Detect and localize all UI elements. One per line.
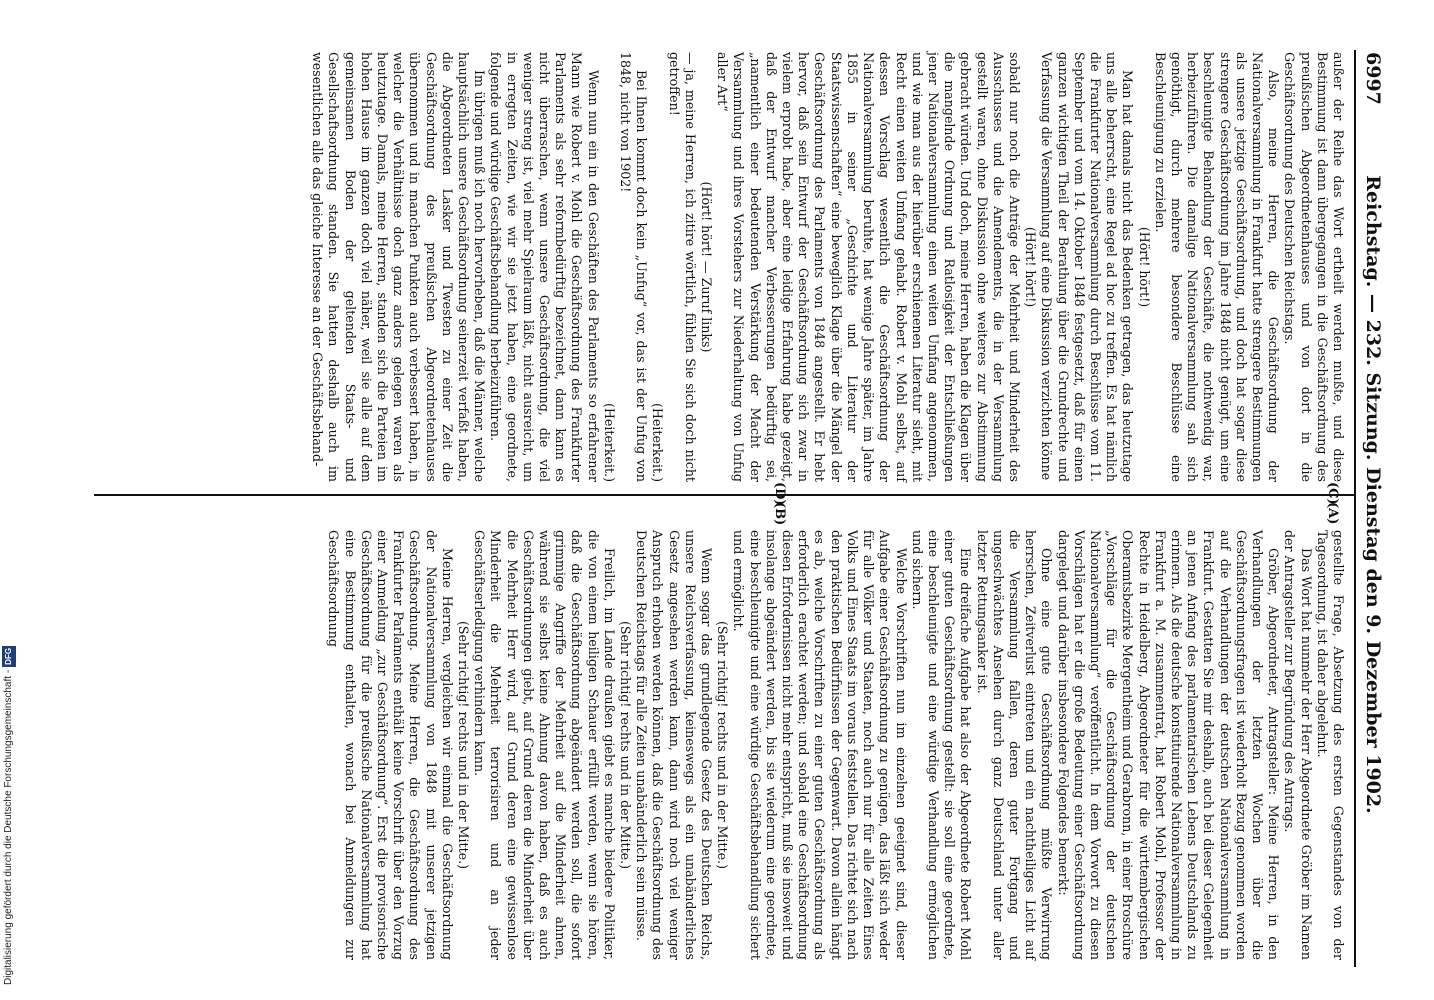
paragraph: Man hat damals nicht das Bedenken getragen, das heutzutage uns alle beherrscht, eine Regel ad hoc zu treffen. Es hat nämlich die Frankfurter Nationalversammlung durch Beschlüsse vom 11. September und vom 14. Oktober 1848 festgesetzt, daß für einen ganzen wichtigen Theil der Berathung über die Grundrechte und Verfassung die Versammlung auf eine Diskussion verzichten könne (1039, 52, 1136, 482)
right-text-column (98, 530, 1346, 960)
paragraph: Wenn sogar das grundlegende Gesetz des Deutschen Reichs, unsere Reichsverfassung, keineswegs als ein unabänderliches Gesetz angesehen werden kann, dann wird noch viel weniger Anspruch erhoben werden können, daß die Geschäftsordnung des Deutschen Reichstags für alle Zeiten unabänderlich sein müsse. (634, 530, 715, 960)
column-divider (94, 494, 1354, 496)
paragraph: gestellte Frage, Absetzung des ersten Gegenstandes von der Tagesordnung, ist daher abgelehnt. (1314, 530, 1346, 960)
digitization-footer (2, 0, 16, 985)
page-number: 6997 (1362, 52, 1384, 105)
paragraph: Also, meine Herren, die Geschäftsordnung der Nationalversammlung in Frankfurt hatte strengere Bestimmungen als unsere jetzige Geschäftsordnung, und doch hat sogar diese strengere Geschäftsordnung im Jahre 1848 nicht genügt, um eine beschleunigte Behandlung der Geschäfte, die nothwendig war, herbeizuführen. Die damalige Nationalversammlung sah sich genöthigt, durch mehrere besondere Beschlüsse eine Beschleunigung zu erzielen. (1152, 52, 1282, 482)
paragraph: — ja, meine Herren, ich zitire wörtlich, fühlen Sie sich doch nicht getroffen! (666, 52, 698, 482)
interjection: (Sehr richtig! rechts und in der Mitte.) (618, 620, 634, 870)
page-header (1356, 12, 1392, 977)
quotation: Ohne eine gute Geschäftsordnung müßte Verwirrung herrschen, Zeitverlust eintreten und ein nachtheiliges Licht auf die Versammlung fallen, deren guter Fortgang und ungeschwächtes Ansehen durch ganz Deutschland unter aller letzter Rettungsanker ist. (974, 530, 1055, 960)
interjection: (Hört! hört!) (1023, 226, 1039, 308)
header-rule (1354, 50, 1356, 967)
margin-marker-d: (D) (772, 482, 787, 506)
page-title: Reichstag. — 232. Sitzung. Dienstag den 9. Dezember 1902. (1362, 175, 1384, 814)
interjection: (Heiterkeit.) (650, 403, 666, 482)
margin-marker-a: (A) (1325, 502, 1340, 525)
interjection: (Hört! hört!) (1136, 226, 1152, 308)
paragraph: Freilich, im Lande draußen giebt es manche biedere Politiker, die von einem heiligen Schauer erfüllt werden, wenn sie hören, daß die Geschäftsordnung abgeändert werden soll, die sofort grimmige Angriffe der Mehrheit auf die Minderheit ahnen, während sie selbst keine Ahnung davon haben, daß es auch Geschäftsordnungen giebt, auf Grund deren die Minderheit über die Mehrheit Herr wird, auf Grund deren eine gewissenlose Minderheit die Mehrheit terrorisiren und an jeder Geschäftserledigung verhindern kann. (472, 530, 617, 960)
paragraph: Welche Vorschriften nun im einzelnen geeignet sind, dieser Aufgabe einer Geschäftsordnung zu genügen, das läßt sich weder für alle Völker und Staaten, noch auch nur für alle Zeiten Eines Volks und Eines Staats im voraus feststellen. Das richtet sich nach den praktischen Bedürfnissen der Gegenwart. Davon allein hängt es ab, welche Vorschriften zu einer guten Geschäftsordnung als erforderlich erachtet werden; und sobald eine Geschäftsordnung diesen Erfordernissen nicht mehr entspricht, muß sie insoweit und insolange abgeändert werden, bis sie wiederum eine geordnete, eine beschleunigte und eine würdige Geschäftsbehandlung sichert und ermöglicht. (731, 530, 909, 960)
paragraph: Im übrigen muß ich noch hervorheben, daß die Männer, welche hauptsächlich unsere Geschäftsordnung seinerzeit verfaßt haben, die Abgeordneten Lasker und Twesten zu einer Zeit die Geschäftsordnung des preußischen Abgeordnetenhauses übernommen und in manchen Punkten auch verbessert haben, in welcher die Verhältnisse doch ganz anders gelegen waren als heutzutage. Damals, meine Herren, standen sich die Parteien im hohen Hause im ganzen doch viel näher, weil sie alle auf dem gemeinsamen Boden der geltenden Staats- und Gesellschaftsordnung standen. Sie hatten deshalb auch im wesentlichen alle das gleiche Interesse an der Geschäftsbehand- (310, 52, 488, 482)
interjection: (Sehr richtig! rechts und in der Mitte.) (456, 620, 472, 870)
interjection: (Sehr richtig! rechts und in der Mitte.) (715, 620, 731, 870)
paragraph: Wenn nun ein in den Geschäften des Parlaments so erfahrener Mann wie Robert v. Mohl die Geschäftsordnung des Frankfurter Parlaments als sehr reformbedürftig bezeichnet, dann kann es nicht überraschen, wenn unsere Geschäftsordnung, die viel weniger streng ist, viel mehr Spielraum läßt, nicht ausreicht, um in erregten Zeiten, wie wir sie jetzt haben, eine geordnete, folgende und würdige Geschäftsbehandlung herbeizuführen. (488, 52, 601, 482)
paragraph: Das Wort hat nunmehr der Herr Abgeordnete Gröber im Namen der Antragsteller zur Begründung des Antrags. (1282, 530, 1314, 960)
paragraph: sobald nur noch die Anträge der Mehrheit und Minderheit des Ausschusses und die Amendements, die in der Versammlung gestellt waren, ohne Diskussion ohne weiteres zur Abstimmung gebracht würden. Und doch, meine Herren, haben die Klagen über die mangelnde Ordnung und Ratlosigkeit der Entschließungen jener Nationalversammlung einen weiten Umfang angenommen, und wie man aus der hierüber erschienenen Literatur sieht, mit Recht einen weiten Umfang gehabt. Robert v. Mohl selbst, auf dessen Vorschlag wesentlich die Geschäftsordnung der Nationalversammlung beruhte, hat wenige Jahre später, im Jahre 1855 in seiner „Geschichte und Literatur der Staatswissenschaften“ eine beweglich Klage über die Mängel der Geschäftsordnung des Parlaments von 1848 angestellt. Er hebt hervor, daß sein Entwurf der Geschäftsordnung sich zwar in vielem erprobt habe, aber eine leidige Erfahrung habe gezeigt, daß der Entwurf mancher Verbesserungen bedürftig sei, „namentlich einer bedeutenden Verstärkung der Macht der Versammlung und ihres Vorstehers zur Niederhaltung von Unfug aller Art“ (715, 52, 1022, 482)
paragraph: Gröber, Abgeordneter, Antragsteller: Meine Herren, in den Verhandlungen der letzten Wochen über die Geschäftsordnungsfragen ist wiederholt Bezug genommen worden auf die Verhandlungen der deutschen Nationalversammlung in Frankfurt. Gestatten Sie mir deshalb, auch bei dieser Gelegenheit an jenen Anfang des parlamentarischen Lebens Deutschlands zu erinnern. Als die deutsche konstituirende Nationalversammlung in Frankfurt a. M. zusammentrat, hat Robert Mohl, Professor der Rechte in Heidelberg, Abgeordneter für die württembergischen Oberamtsbezirke Mergentheim und Gerabronn, in einer Broschüre „Vorschläge für die Geschäftsordnung der deutschen Nationalversammlung“ veröffentlicht. In dem Vorwort zu diesen Vorschlägen hat er die große Bedeutung einer Geschäftsordnung dargelegt und darüber insbesondere Folgendes bemerkt: (1055, 530, 1282, 960)
paragraph: Bei Ihnen kommt doch kein „Unfug“ vor, das ist der Unfug von 1848, nicht von 1902! (618, 52, 650, 482)
paragraph: außer der Reihe das Wort ertheilt werden mußte, und diese Bestimmung ist dann übergegangen in die Geschäftsordnung des preußischen Abgeordnetenhauses und von dort in die Geschäftsordnung des Deutschen Reichstags. (1282, 52, 1346, 482)
interjection: (Hört! hört! — Zuruf links) (699, 181, 715, 353)
margin-marker-c: (C) (1325, 482, 1340, 505)
paragraph: Eine dreifache Aufgabe hat also der Abgeordnete Robert Mohl einer guten Geschäftsordnung gestellt: sie soll eine geordnete, eine beschleunigte und eine würdige Verhandlung ermöglichen und sichern. (909, 530, 974, 960)
dfg-logo: DFG (2, 646, 16, 667)
footer-text: Digitalisierung gefördert durch die Deutsche Forschungsgemeinschaft - (3, 669, 14, 985)
rotated-document-page (80, 12, 1392, 977)
paragraph: Meine Herren, vergleichen wir einmal die Geschäftsordnung der Nationalversammlung von 1848 mit unserer jetzigen Geschäftsordnung. Meine Herren, die Geschäftsordnung des Frankfurter Parlaments enthält keine Vorschrift über den Vorzug einer Anmeldung „zur Geschäftsordnung“. Erst die provisorische Geschäftsordnung für die preußische Nationalversammlung hat eine Bestimmung enthalten, wonach bei Anmeldungen zur Geschäftsordnung (326, 530, 455, 960)
margin-marker-b: (B) (772, 502, 787, 526)
left-text-column (98, 52, 1346, 482)
interjection: (Heiterkeit.) (601, 403, 617, 482)
